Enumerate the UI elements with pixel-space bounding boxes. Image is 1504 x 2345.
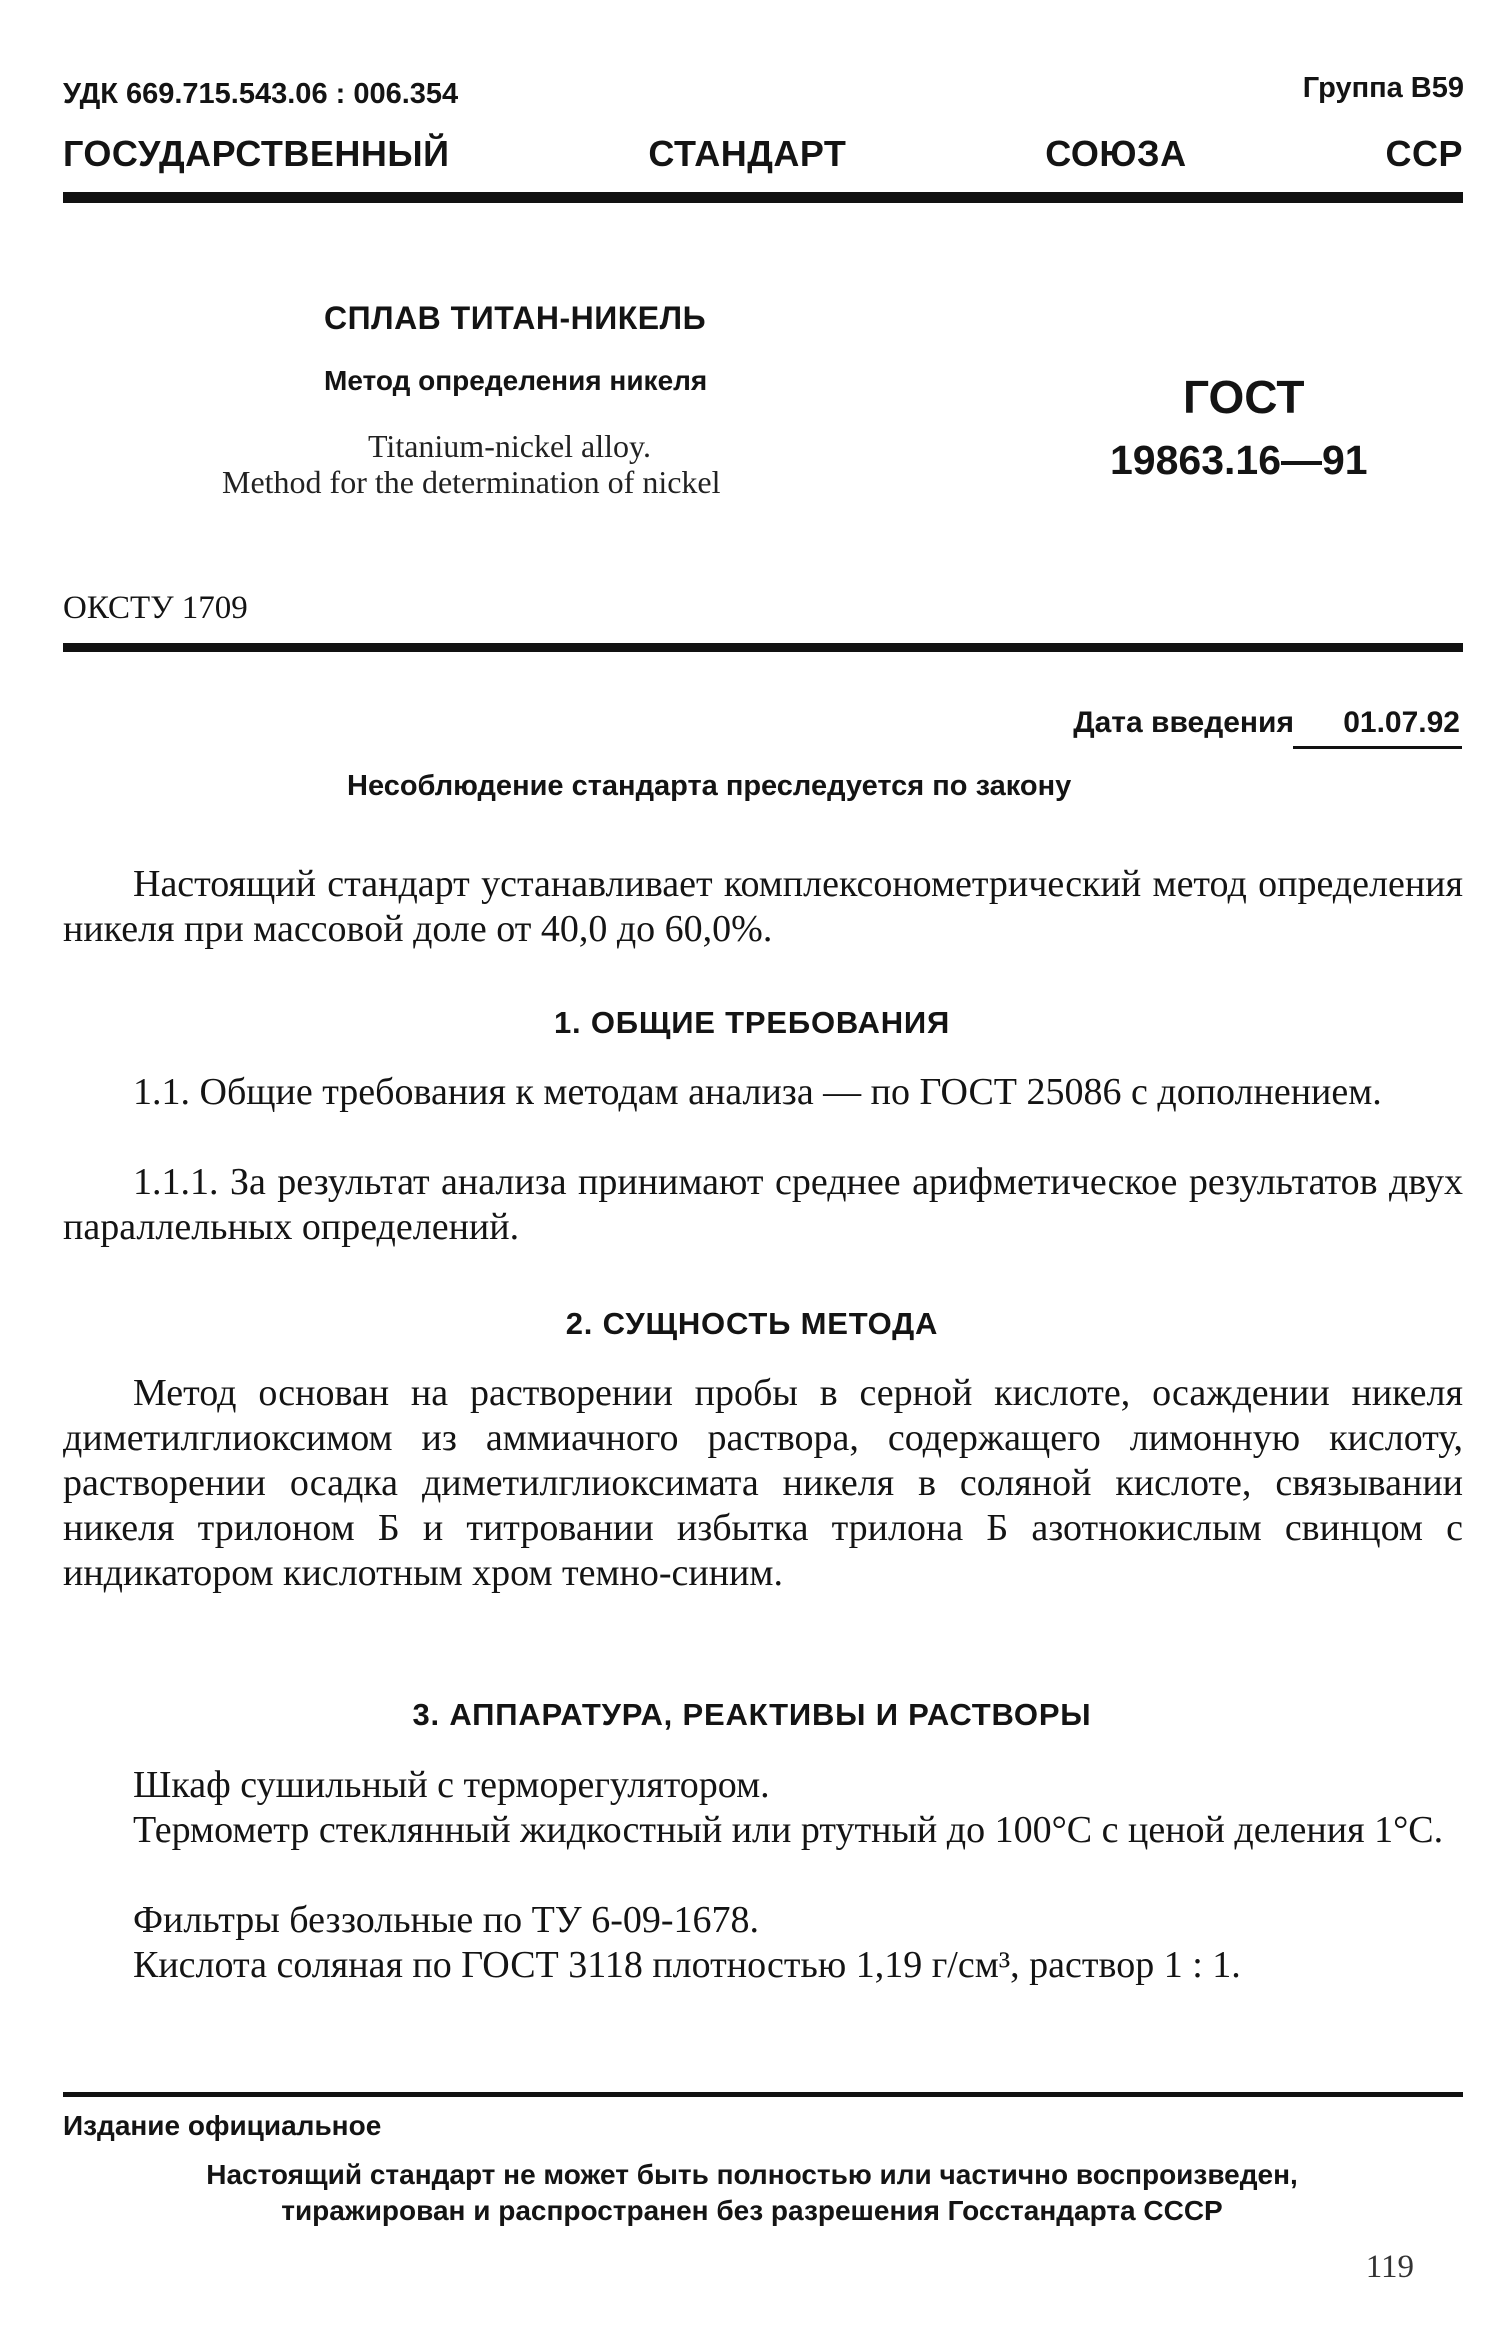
- paragraph-2: Метод основан на растворении пробы в серной кислоте, осаждении никеля диметилглиоксимом из аммиачного раствора, содержащего лимонную кислоту, растворении осадка диметилглиоксимата никеля в соляной кислоте, связывании никеля трилоном Б и титровании избытка трилона Б азотнокислым свинцом с индикатором кислотным хром темно-синим.: [63, 1372, 1463, 1594]
- date-value: 01.07.92: [1343, 706, 1460, 739]
- udk-code: УДК 669.715.543.06 : 006.354: [63, 78, 459, 110]
- paragraph-3-thermometer: Термометр стеклянный жидкостный или ртутный до 100°С с ценой деления 1°С.: [133, 1809, 1444, 1851]
- paragraph-1-1-1: 1.1.1. За результат анализа принимают среднее арифметическое результатов двух параллельных определений.: [63, 1161, 1463, 1248]
- date-underline: [1293, 746, 1462, 749]
- copyright-notice-line-2: тиражирован и распространен без разрешения Госстандарта СССР: [281, 2195, 1223, 2226]
- paragraph-3-acid: Кислота соляная по ГОСТ 3118 плотностью 1,19 г/см³, раствор 1 : 1.: [133, 1944, 1241, 1986]
- banner-word-4: ССР: [1385, 133, 1463, 174]
- okstu-code: ОКСТУ 1709: [63, 590, 248, 626]
- group-code: Группа В59: [1302, 72, 1464, 104]
- page-number: 119: [1365, 2249, 1414, 2285]
- banner-word-2: СТАНДАРТ: [648, 133, 847, 174]
- paragraph-3-cabinet: Шкаф сушильный с терморегулятором.: [133, 1764, 770, 1806]
- paragraph-1-1: 1.1. Общие требования к методам анализа — по ГОСТ 25086 с дополнением.: [133, 1071, 1382, 1113]
- header-divider: [63, 192, 1463, 203]
- title-divider: [63, 643, 1463, 652]
- document-title: СПЛАВ ТИТАН-НИКЕЛЬ: [324, 300, 707, 336]
- copyright-notice-line-1: Настоящий стандарт не может быть полностью или частично воспроизведен,: [206, 2159, 1298, 2190]
- gost-label: ГОСТ: [1183, 371, 1305, 423]
- document-subtitle: Метод определения никеля: [324, 365, 708, 396]
- date-label: Дата введения: [1073, 706, 1294, 739]
- section-2-heading: 2. СУЩНОСТЬ МЕТОДА: [565, 1306, 939, 1341]
- section-1-heading: 1. ОБЩИЕ ТРЕБОВАНИЯ: [553, 1005, 951, 1040]
- english-title-line-1: Titanium-nickel alloy.: [368, 428, 651, 464]
- edition-label: Издание официальное: [63, 2110, 382, 2141]
- intro-paragraph: Настоящий стандарт устанавливает комплексонометрический метод определения никеля при массовой доле от 40,0 до 60,0%.: [63, 863, 1463, 950]
- gost-number: 19863.16—91: [1110, 437, 1368, 483]
- section-3-heading: 3. АППАРАТУРА, РЕАКТИВЫ И РАСТВОРЫ: [412, 1697, 1092, 1732]
- law-notice: Несоблюдение стандарта преследуется по закону: [347, 770, 1072, 802]
- banner-word-3: СОЮЗА: [1045, 133, 1187, 174]
- footer-divider: [63, 2092, 1463, 2097]
- state-standard-banner: [63, 133, 1463, 175]
- paragraph-3-filters: Фильтры беззольные по ТУ 6-09-1678.: [133, 1899, 760, 1941]
- english-title-line-2: Method for the determination of nickel: [222, 464, 721, 500]
- banner-word-1: ГОСУДАРСТВЕННЫЙ: [63, 133, 450, 174]
